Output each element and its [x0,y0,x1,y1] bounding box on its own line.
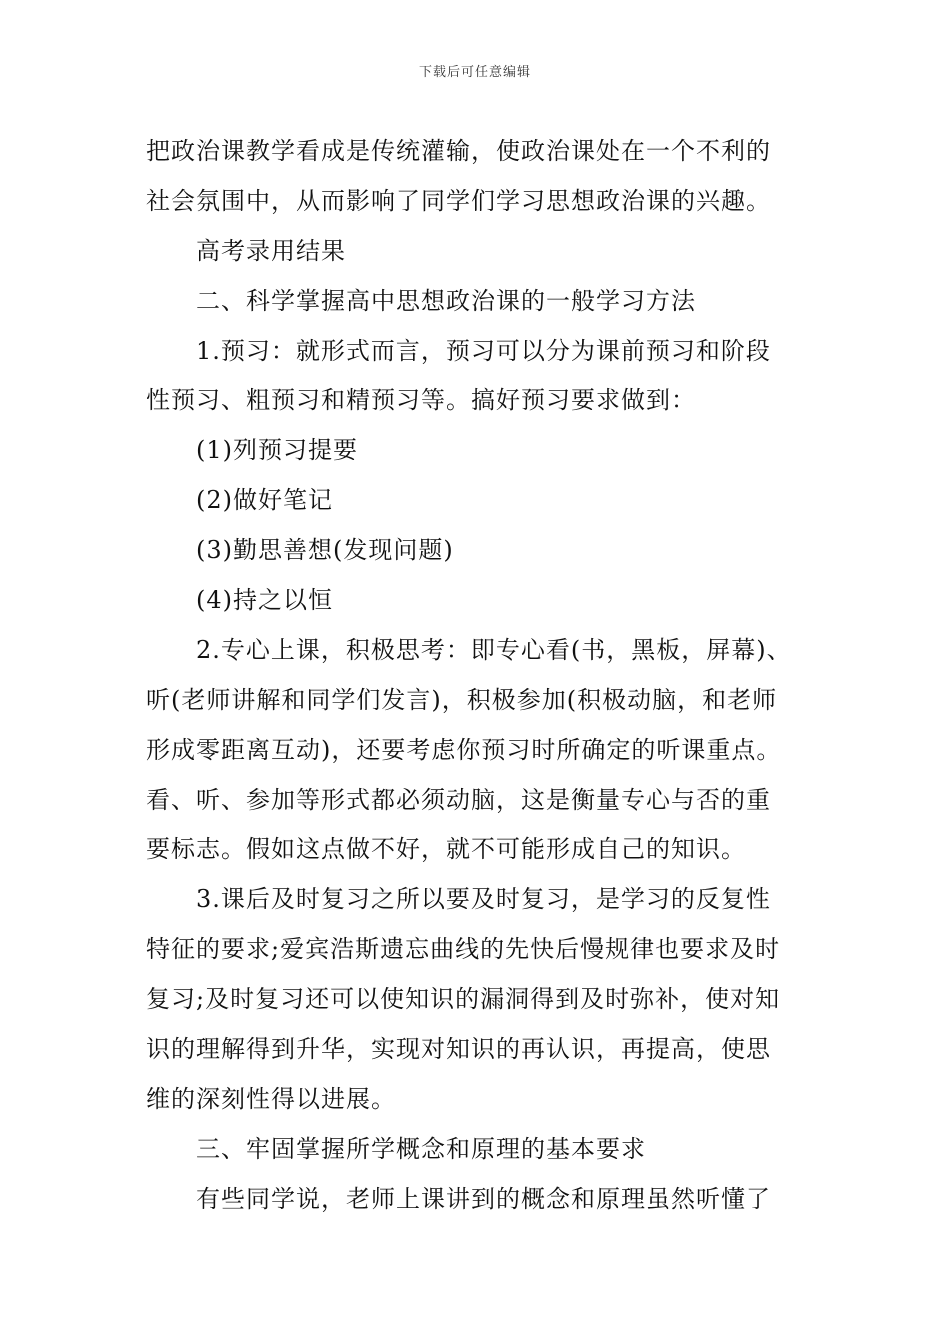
text-line: 特征的要求;爱宾浩斯遗忘曲线的先快后慢规律也要求及时 [146,935,781,964]
section-heading: 三、牢固掌握所学概念和原理的基本要求 [196,1134,646,1163]
text-line: 3.课后及时复习之所以要及时复习，是学习的反复性 [196,885,771,914]
list-item: (1)列预习提要 [196,436,358,465]
text-line: 要标志。假如这点做不好，就不可能形成自己的知识。 [146,835,746,864]
text-line: 形成零距离互动)，还要考虑你预习时所确定的听课重点。 [146,735,782,764]
list-item: (4)持之以恒 [196,586,333,615]
text-line: 性预习、粗预习和精预习等。搞好预习要求做到： [146,386,696,415]
section-heading: 高考录用结果 [196,236,346,265]
text-line: 2.专心上课，积极思考：即专心看(书，黑板，屏幕)、 [196,635,792,664]
list-item: (2)做好笔记 [196,486,333,515]
text-line: 复习;及时复习还可以使知识的漏洞得到及时弥补，使对知 [146,985,781,1014]
text-line: 有些同学说，老师上课讲到的概念和原理虽然听懂了 [196,1184,771,1213]
text-line: 把政治课教学看成是传统灌输，使政治课处在一个不利的 [146,137,771,165]
text-line: 社会氛围中，从而影响了同学们学习思想政治课的兴趣。 [146,186,771,215]
text-line: 维的深刻性得以进展。 [146,1084,396,1113]
list-item: (3)勤思善想(发现问题) [196,536,454,565]
document-body [146,127,814,1225]
section-heading: 二、科学掌握高中思想政治课的一般学习方法 [196,286,696,315]
text-line: 识的理解得到升华，实现对知识的再认识，再提高，使思 [146,1035,771,1064]
text-line: 看、听、参加等形式都必须动脑，这是衡量专心与否的重 [146,785,771,814]
page-header: 下载后可任意编辑 [418,65,531,80]
text-line: 1.预习：就形式而言，预习可以分为课前预习和阶段 [196,336,771,365]
text-line: 听(老师讲解和同学们发言)，积极参加(积极动脑，和老师 [146,685,778,714]
